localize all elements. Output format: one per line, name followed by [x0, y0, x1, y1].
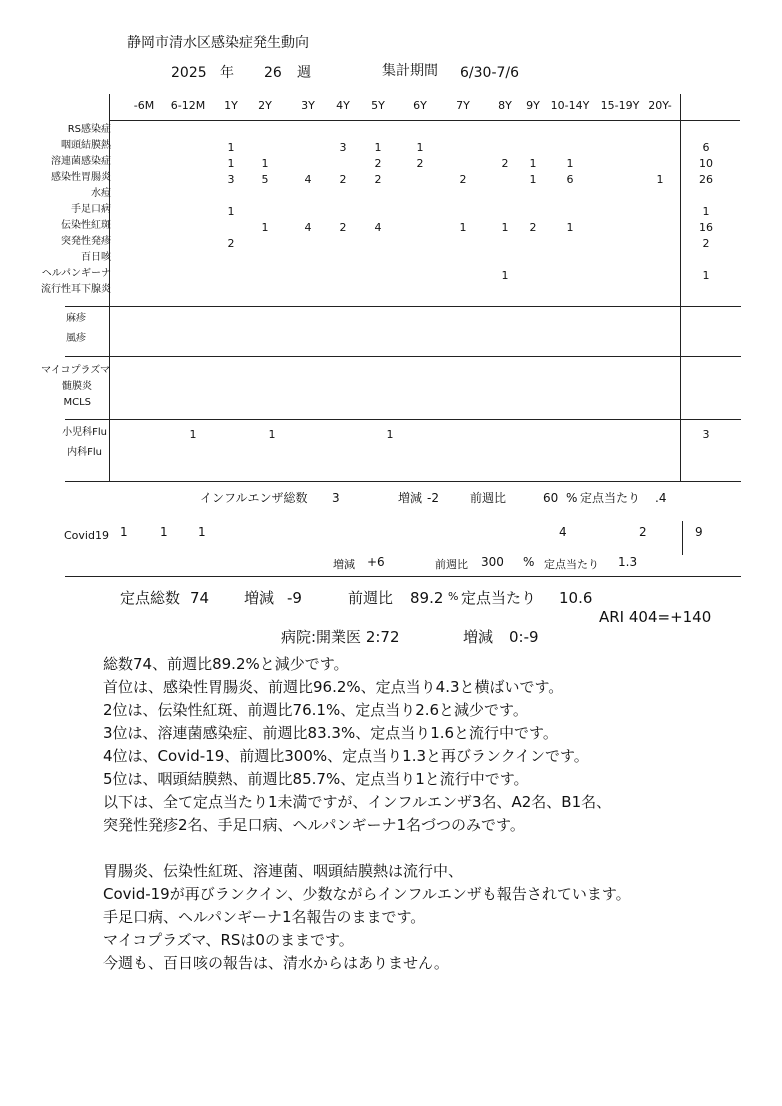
- disease-cell: 2: [501, 157, 509, 170]
- commentary-line: 総数74、前週比89.2%と減少です。: [103, 655, 349, 673]
- flu-2y-value: 1: [268, 428, 276, 441]
- report-year-unit: 年: [220, 65, 234, 81]
- disease-cell: 1: [459, 221, 467, 234]
- disease-total-cell: 1: [702, 205, 710, 218]
- covid-pct: %: [523, 555, 535, 569]
- table-group-rule-1: [65, 306, 741, 307]
- commentary-line: 胃腸炎、伝染性紅斑、溶連菌、咽頭結膜熱は流行中、: [103, 862, 464, 880]
- summary-total: 74: [190, 589, 210, 607]
- disease-cell: 1: [501, 269, 509, 282]
- age-column-header: 2Y: [258, 99, 272, 112]
- row-label-mcls: MCLS: [63, 397, 91, 408]
- covid-value-1: 1: [120, 525, 128, 539]
- disease-cell: 4: [374, 221, 382, 234]
- hospital-change: 0:-9: [509, 628, 539, 646]
- summary-per-site-label: 定点当たり: [461, 589, 537, 607]
- influenza-total: 3: [332, 491, 340, 505]
- disease-cell: 6: [566, 173, 574, 186]
- covid-total-divider: [682, 521, 683, 555]
- disease-cell: 4: [304, 173, 312, 186]
- influenza-ratio: 60: [543, 491, 559, 505]
- ari-value: ARI 404=+140: [599, 608, 712, 626]
- age-column-header: 4Y: [336, 99, 350, 112]
- covid-change-label: 増減: [333, 558, 355, 571]
- row-label-mycoplasma: マイコプラズマ: [41, 365, 110, 376]
- disease-total-cell: 10: [699, 157, 713, 170]
- commentary-line: 4位は、Covid-19、前週比300%、定点当り1.3と再びランクインです。: [103, 747, 589, 765]
- disease-cell: 1: [261, 157, 269, 170]
- summary-change: -9: [287, 589, 302, 607]
- covid-value-4: 4: [559, 525, 567, 539]
- age-column-header: 15-19Y: [600, 99, 640, 112]
- period-label: 集計期間: [382, 63, 438, 79]
- age-column-header: 1Y: [224, 99, 238, 112]
- age-column-header: 6-12M: [170, 99, 206, 112]
- disease-cell: 1: [261, 221, 269, 234]
- influenza-per-site-label: 定点当たり: [580, 491, 641, 505]
- age-column-header: 10-14Y: [550, 99, 590, 112]
- influenza-change: -2: [427, 491, 439, 505]
- disease-cell: 5: [261, 173, 269, 186]
- disease-cell: 1: [566, 157, 574, 170]
- disease-row-label: RS感染症: [67, 124, 111, 135]
- disease-total-cell: 6: [702, 141, 710, 154]
- disease-total-cell: 26: [699, 173, 713, 186]
- summary-per-site: 10.6: [559, 589, 593, 607]
- disease-row-label: 流行性耳下腺炎: [41, 284, 111, 295]
- flu-6-12m-value: 1: [189, 428, 197, 441]
- disease-cell: 3: [227, 173, 235, 186]
- age-column-header: 9Y: [526, 99, 540, 112]
- disease-cell: 2: [529, 221, 537, 234]
- commentary-line: 3位は、溶連菌感染症、前週比83.3%、定点当り1.6と流行中です。: [103, 724, 558, 742]
- disease-row-label: ヘルパンギーナ: [41, 268, 111, 279]
- commentary-line: 手足口病、ヘルパンギーナ1名報告のままです。: [103, 908, 426, 926]
- commentary-line: 今週も、百日咳の報告は、清水からはありません。: [103, 954, 449, 972]
- report-week-unit: 週: [297, 65, 311, 81]
- table-group-rule-3: [65, 419, 741, 420]
- disease-cell: 3: [339, 141, 347, 154]
- covid-value-5: 2: [639, 525, 647, 539]
- commentary-line: 2位は、伝染性紅斑、前週比76.1%、定点当り2.6と減少です。: [103, 701, 528, 719]
- disease-cell: 4: [304, 221, 312, 234]
- influenza-pct: %: [566, 491, 578, 505]
- commentary-line: 以下は、全て定点当たり1未満ですが、インフルエンザ3名、A2名、B1名、: [103, 793, 612, 811]
- commentary-line: マイコプラズマ、RSは0のままです。: [103, 931, 354, 949]
- period-range: 6/30-7/6: [460, 65, 520, 81]
- disease-cell: 1: [566, 221, 574, 234]
- commentary-line: 突発性発疹2名、手足口病、ヘルパンギーナ1名づつのみです。: [103, 816, 525, 834]
- age-column-header: 20Y-: [648, 99, 672, 112]
- table-group-rule-4: [65, 481, 741, 482]
- summary-ratio-label: 前週比: [348, 589, 394, 607]
- disease-cell: 2: [374, 157, 382, 170]
- commentary-line: 首位は、感染性胃腸炎、前週比96.2%、定点当り4.3と横ばいです。: [103, 678, 564, 696]
- hospital-change-label: 増減: [463, 628, 494, 646]
- summary-ratio: 89.2: [410, 589, 444, 607]
- table-total-divider: [680, 94, 681, 482]
- flu-5y-value: 1: [386, 428, 394, 441]
- table-bottom-rule: [65, 576, 741, 577]
- disease-cell: 2: [374, 173, 382, 186]
- disease-cell: 1: [227, 205, 235, 218]
- disease-cell: 2: [339, 221, 347, 234]
- commentary-line: 5位は、咽頭結膜熱、前週比85.7%、定点当り1と流行中です。: [103, 770, 529, 788]
- disease-row-label: 百日咳: [81, 252, 111, 263]
- disease-cell: 2: [227, 237, 235, 250]
- influenza-per-site: .4: [655, 491, 667, 505]
- disease-total-cell: 2: [702, 237, 710, 250]
- disease-cell: 1: [501, 221, 509, 234]
- table-header-rule: [110, 120, 740, 121]
- influenza-ratio-label: 前週比: [470, 491, 507, 505]
- disease-row-label: 咽頭結膜熱: [61, 140, 111, 151]
- row-label-measles: 麻疹: [66, 313, 86, 324]
- page-title: 静岡市清水区感染症発生動向: [127, 35, 309, 51]
- covid-total: 9: [695, 525, 703, 539]
- influenza-total-label: インフルエンザ総数: [200, 491, 308, 505]
- flu-total-value: 3: [702, 428, 710, 441]
- disease-cell: 1: [529, 173, 537, 186]
- row-label-rubella: 風疹: [66, 333, 86, 344]
- disease-cell: 1: [656, 173, 664, 186]
- covid-ratio-label: 前週比: [435, 558, 468, 571]
- covid-per-site-label: 定点当たり: [544, 558, 599, 571]
- row-label-internal-flu: 内科Flu: [67, 447, 102, 458]
- commentary-line: [103, 837, 631, 860]
- covid-value-3: 1: [198, 525, 206, 539]
- report-year: 2025: [171, 65, 207, 81]
- disease-cell: 1: [374, 141, 382, 154]
- row-label-pediatric-flu: 小児科Flu: [62, 427, 107, 438]
- commentary-paragraph: [103, 653, 631, 975]
- disease-cell: 1: [529, 157, 537, 170]
- disease-row-label: 水痘: [91, 188, 111, 199]
- commentary-line: Covid-19が再びランクイン、少数ながらインフルエンザも報告されています。: [103, 885, 631, 903]
- influenza-change-label: 増減: [398, 491, 423, 505]
- disease-cell: 1: [227, 157, 235, 170]
- summary-pct: %: [448, 590, 459, 603]
- summary-change-label: 増減: [244, 589, 275, 607]
- disease-row-label: 手足口病: [71, 204, 111, 215]
- age-column-header: -6M: [133, 99, 155, 112]
- disease-row-label: 感染性胃腸炎: [51, 172, 111, 183]
- age-column-header: 5Y: [371, 99, 385, 112]
- age-column-header: 3Y: [301, 99, 315, 112]
- covid-ratio: 300: [481, 555, 504, 569]
- age-column-header: 8Y: [498, 99, 512, 112]
- disease-cell: 1: [227, 141, 235, 154]
- report-week: 26: [264, 65, 282, 81]
- disease-total-cell: 16: [699, 221, 713, 234]
- disease-row-label: 突発性発疹: [61, 236, 111, 247]
- disease-cell: 2: [416, 157, 424, 170]
- age-column-header: 7Y: [456, 99, 470, 112]
- covid-value-2: 1: [160, 525, 168, 539]
- row-label-meningitis: 髄膜炎: [62, 381, 92, 392]
- disease-row-label: 溶連菌感染症: [51, 156, 111, 167]
- disease-cell: 1: [416, 141, 424, 154]
- row-label-covid: Covid19: [64, 529, 109, 542]
- table-group-rule-2: [65, 356, 741, 357]
- summary-total-label: 定点総数: [120, 589, 181, 607]
- disease-cell: 2: [459, 173, 467, 186]
- covid-per-site: 1.3: [618, 555, 638, 569]
- disease-cell: 2: [339, 173, 347, 186]
- disease-row-label: 伝染性紅斑: [61, 220, 111, 231]
- disease-total-cell: 1: [702, 269, 710, 282]
- covid-change: +6: [367, 555, 385, 569]
- hospital-ratio: 病院:開業医 2:72: [281, 628, 400, 646]
- age-column-header: 6Y: [413, 99, 427, 112]
